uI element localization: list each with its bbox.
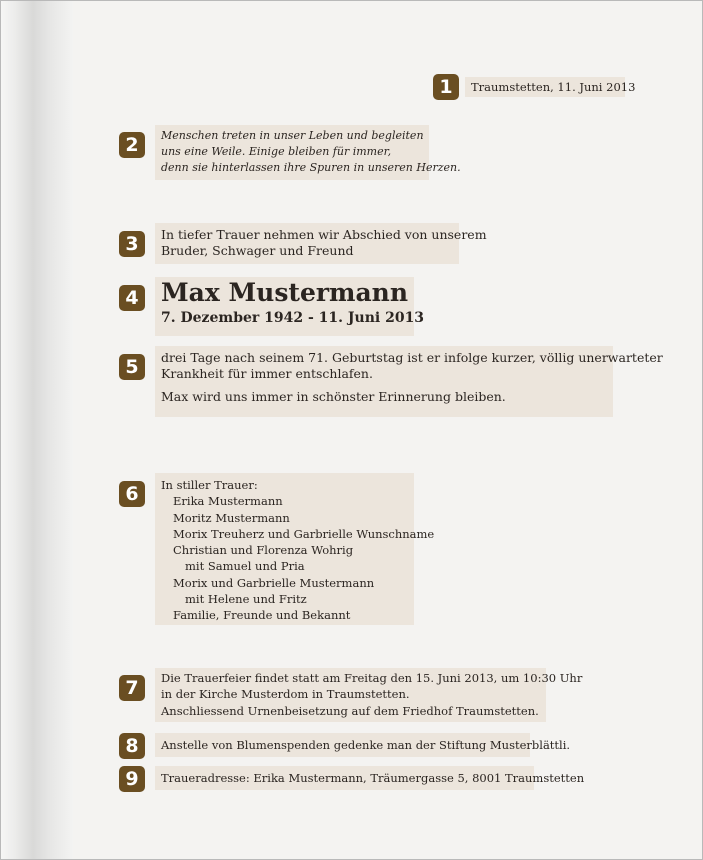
mourner-name: Familie, Freunde und Bekannt bbox=[173, 608, 351, 623]
place-date-text: Traumstetten, 11. Juni 2013 bbox=[471, 80, 636, 94]
place-date-block bbox=[465, 77, 636, 97]
section-number-4: 4 bbox=[119, 285, 145, 311]
message-closing: Max wird uns immer in schönster Erinnerung bleiben. bbox=[161, 389, 506, 404]
donations-block bbox=[155, 733, 571, 757]
section-number-8: 8 bbox=[119, 733, 145, 759]
deceased-dates: 7. Dezember 1942 - 11. Juni 2013 bbox=[161, 310, 425, 326]
quote-line: uns eine Weile. Einige bleiben für immer, bbox=[161, 145, 392, 158]
intro-line: Bruder, Schwager und Freund bbox=[161, 243, 354, 258]
message-line: Krankheit für immer entschlafen. bbox=[161, 366, 373, 381]
address-block bbox=[155, 766, 585, 790]
mourner-name: mit Samuel und Pria bbox=[185, 559, 305, 574]
section-number-9: 9 bbox=[119, 766, 145, 792]
section-number-2: 2 bbox=[119, 132, 145, 158]
mourner-name: Morix und Garbrielle Mustermann bbox=[173, 575, 375, 590]
intro-line: In tiefer Trauer nehmen wir Abschied von unserem bbox=[161, 227, 487, 242]
section-number-7: 7 bbox=[119, 675, 145, 701]
message-line: drei Tage nach seinem 71. Geburtstag ist er infolge kurzer, völlig unerwarteter bbox=[161, 350, 663, 365]
section-number-1: 1 bbox=[433, 74, 459, 100]
mourner-name: mit Helene und Fritz bbox=[185, 592, 307, 607]
section-number-6: 6 bbox=[119, 481, 145, 507]
deceased-name: Max Mustermann bbox=[161, 278, 409, 307]
donations-text: Anstelle von Blumenspenden gedenke man der Stiftung Musterblättli. bbox=[161, 738, 571, 752]
mourner-name: Erika Mustermann bbox=[173, 494, 283, 509]
section-number-3: 3 bbox=[119, 231, 145, 257]
ceremony-line: in der Kirche Musterdom in Traumstetten. bbox=[161, 687, 410, 702]
mourner-name: Morix Treuherz und Garbrielle Wunschname bbox=[173, 526, 435, 541]
mourners-block bbox=[155, 473, 435, 625]
intro-block bbox=[155, 223, 487, 264]
section-number-5: 5 bbox=[119, 354, 145, 380]
mourner-name: Moritz Mustermann bbox=[173, 510, 290, 525]
ceremony-line: Die Trauerfeier findet statt am Freitag den 15. Juni 2013, um 10:30 Uhr bbox=[161, 671, 583, 685]
ceremony-block bbox=[155, 668, 583, 722]
address-text: Traueradresse: Erika Mustermann, Träumergasse 5, 8001 Traumstetten bbox=[161, 771, 585, 785]
quote-line: denn sie hinterlassen ihre Spuren in unseren Herzen. bbox=[161, 161, 461, 174]
quote-line: Menschen treten in unser Leben und begleiten bbox=[161, 129, 424, 142]
message-block bbox=[155, 346, 663, 417]
page-spine-shadow bbox=[1, 1, 73, 859]
quote-block bbox=[155, 125, 461, 180]
ceremony-line: Anschliessend Urnenbeisetzung auf dem Friedhof Traumstetten. bbox=[161, 703, 539, 718]
mourners-heading: In stiller Trauer: bbox=[161, 478, 258, 492]
deceased-block bbox=[155, 277, 425, 336]
mourner-name: Christian und Florenza Wohrig bbox=[173, 543, 354, 558]
